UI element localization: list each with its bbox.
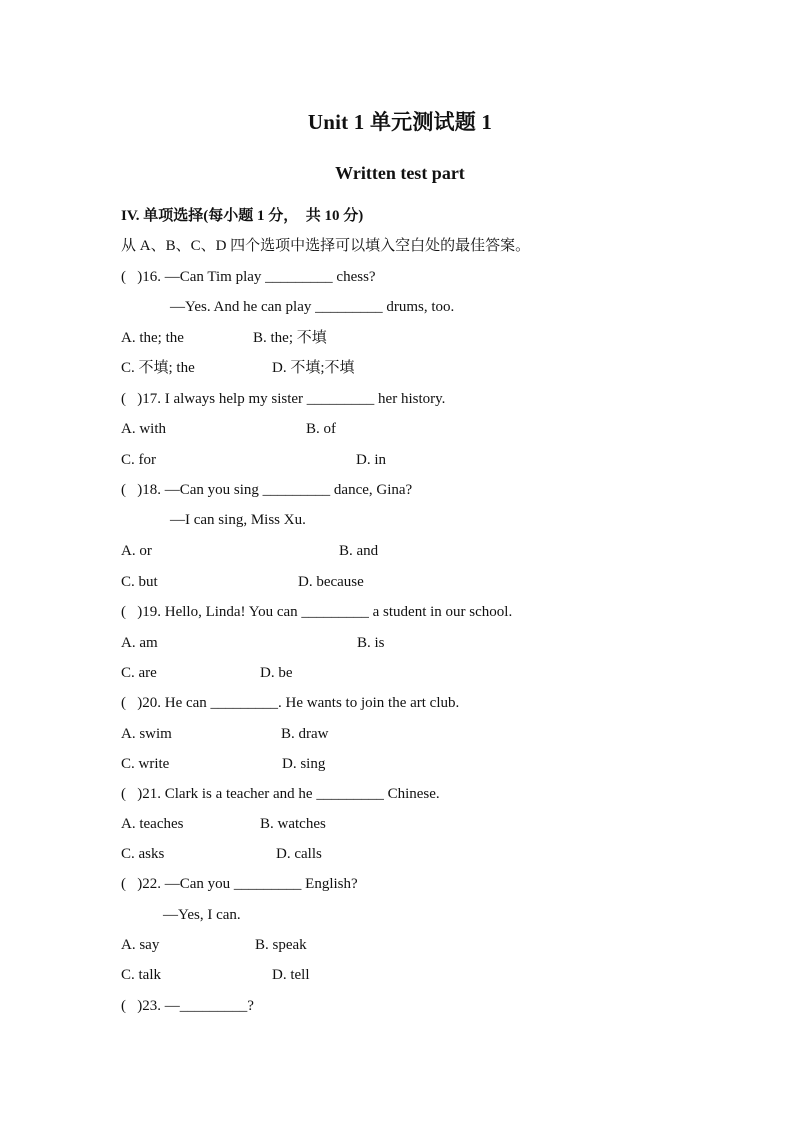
question-19-option-d: D. be — [260, 665, 293, 681]
question-17-option-b: B. of — [306, 421, 336, 437]
question-22-option-d: D. tell — [272, 967, 310, 983]
question-19-option-b: B. is — [357, 635, 385, 651]
question-20-option-d: D. sing — [282, 756, 326, 772]
question-22-option-b: B. speak — [255, 937, 307, 953]
question-16-stem: ( )16. —Can Tim play _________ chess? — [121, 269, 376, 285]
question-17-option-a: A. with — [121, 421, 166, 437]
question-17-option-c: C. for — [121, 452, 156, 468]
question-21-option-d: D. calls — [276, 846, 322, 862]
question-19-option-a: A. am — [121, 635, 158, 651]
question-22-option-a: A. say — [121, 937, 160, 953]
question-18-option-d: D. because — [298, 574, 364, 590]
question-20-stem: ( )20. He can _________. He wants to join the art club. — [121, 695, 460, 711]
question-21-stem: ( )21. Clark is a teacher and he _________ Chinese. — [121, 786, 440, 802]
question-22-option-c: C. talk — [121, 967, 161, 983]
question-16-option-a: A. the; the — [121, 330, 184, 346]
question-18-stem: ( )18. —Can you sing _________ dance, Gina? — [121, 482, 413, 498]
question-17-option-d: D. in — [356, 452, 386, 468]
question-21-option-c: C. asks — [121, 846, 165, 862]
question-16-option-c: C. 不填; the — [121, 360, 195, 376]
question-18-reply: —I can sing, Miss Xu. — [170, 512, 306, 528]
question-20-option-b: B. draw — [281, 726, 329, 742]
question-18-option-c: C. but — [121, 574, 158, 590]
question-18-option-b: B. and — [339, 543, 379, 559]
question-16-option-b: B. the; 不填 — [253, 330, 327, 346]
question-22-reply: —Yes, I can. — [163, 907, 241, 923]
question-20-option-c: C. write — [121, 756, 170, 772]
question-19-stem: ( )19. Hello, Linda! You can _________ a student in our school. — [121, 604, 513, 620]
question-21-option-a: A. teaches — [121, 816, 184, 832]
question-16-reply: —Yes. And he can play _________ drums, too. — [170, 299, 455, 315]
question-21-option-b: B. watches — [260, 816, 326, 832]
section-heading: IV. 单项选择(每小题 1 分， 共 10 分) — [121, 208, 364, 224]
instruction-text: 从 A、B、C、D 四个选项中选择可以填入空白处的最佳答案。 — [121, 238, 531, 254]
question-16-option-d: D. 不填;不填 — [272, 360, 355, 376]
question-22-stem: ( )22. —Can you _________ English? — [121, 876, 358, 892]
page-title: Unit 1 单元测试题 1 — [307, 110, 493, 134]
question-20-option-a: A. swim — [121, 726, 172, 742]
question-17-stem: ( )17. I always help my sister _________ her history. — [121, 391, 446, 407]
question-23-stem: ( )23. —_________? — [121, 998, 254, 1014]
question-19-option-c: C. are — [121, 665, 157, 681]
question-18-option-a: A. or — [121, 543, 152, 559]
page-subtitle: Written test part — [335, 163, 465, 183]
